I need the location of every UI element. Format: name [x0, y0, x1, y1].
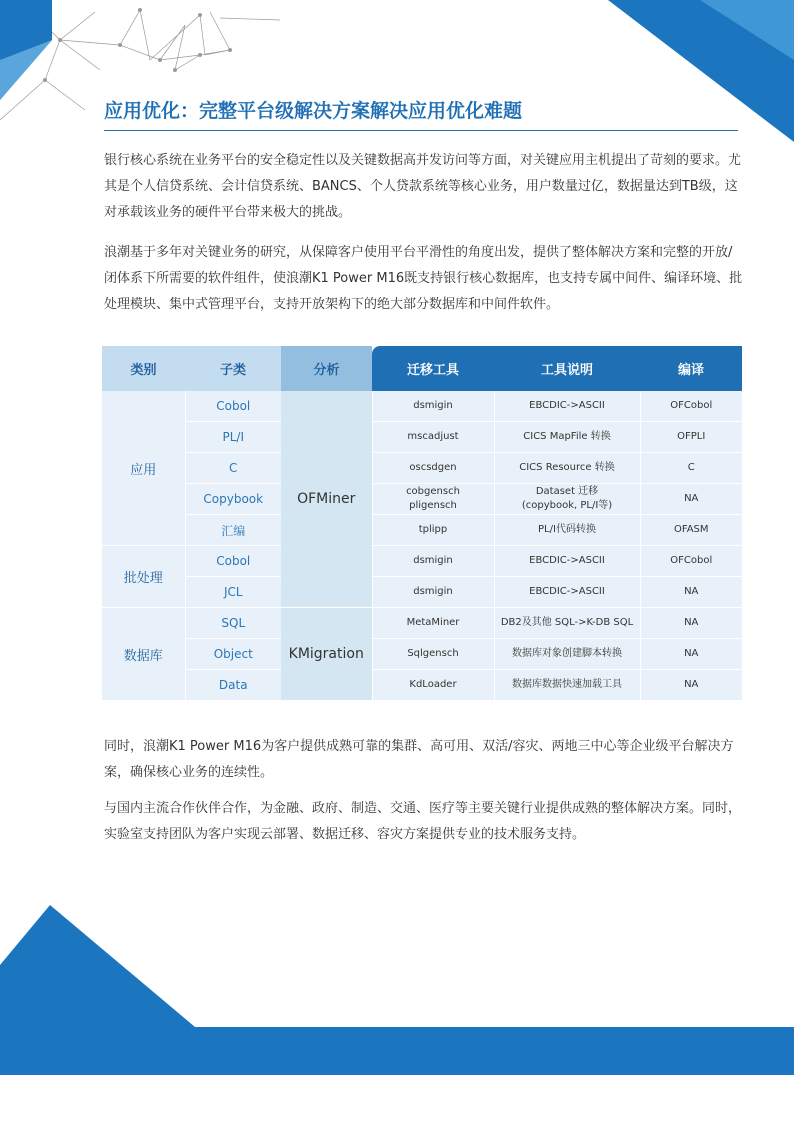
subcategory-cell: Cobol — [185, 391, 281, 422]
category-cell: 应用 — [102, 391, 185, 546]
compile-cell: NA — [640, 608, 742, 639]
table-row — [102, 515, 742, 546]
tool-cell: dsmigin — [372, 391, 494, 422]
header-tool-description: 工具说明 — [494, 346, 640, 391]
description-cell: CICS Resource 转换 — [494, 453, 640, 484]
title-underline — [104, 130, 738, 131]
outro-paragraph-2: 与国内主流合作伙伴合作，为金融、政府、制造、交通、医疗等主要关键行业提供成熟的整体解决方案。同时，实验室支持团队为客户实现云部署、数据迁移、容灾方案提供专业的技术服务支持。 — [104, 801, 742, 842]
table-row — [102, 608, 742, 639]
corner-triangle-bottom-left — [0, 905, 195, 1027]
category-cell: 数据库 — [102, 608, 185, 701]
outro-paragraph-1: 同时，浪潮K1 Power M16为客户提供成熟可靠的集群、高可用、双活/容灾、两地三中心等企业级平台解决方案，确保核心业务的连续性。 — [104, 739, 734, 780]
compile-cell: OFASM — [640, 515, 742, 546]
compile-cell: NA — [640, 639, 742, 670]
description-cell: PL/I代码转换 — [494, 515, 640, 546]
description-cell: DB2及其他 SQL->K-DB SQL — [494, 608, 640, 639]
header-analysis: 分析 — [281, 346, 372, 391]
page-title: 应用优化：完整平台级解决方案解决应用优化难题 — [104, 100, 523, 122]
tool-cell — [372, 484, 494, 515]
subcategory-cell: JCL — [185, 577, 281, 608]
header-compile: 编译 — [640, 346, 742, 391]
tool-line-2: pligensch — [409, 500, 457, 511]
description-cell: EBCDIC->ASCII — [494, 391, 640, 422]
analysis-cell: KMigration — [281, 608, 372, 701]
subcategory-cell: SQL — [185, 608, 281, 639]
description-cell: 数据库对象创建脚本转换 — [494, 639, 640, 670]
subcategory-cell: PL/I — [185, 422, 281, 453]
header-subcategory: 子类 — [185, 346, 281, 391]
table-row — [102, 484, 742, 515]
compile-cell: OFCobol — [640, 546, 742, 577]
tool-cell: MetaMiner — [372, 608, 494, 639]
subcategory-cell: Copybook — [185, 484, 281, 515]
tool-cell: mscadjust — [372, 422, 494, 453]
subcategory-cell: Object — [185, 639, 281, 670]
table-row — [102, 639, 742, 670]
table-header-row — [102, 346, 742, 391]
tool-cell: dsmigin — [372, 577, 494, 608]
subcategory-cell: Data — [185, 670, 281, 701]
tool-cell: tplipp — [372, 515, 494, 546]
compile-cell: C — [640, 453, 742, 484]
compile-cell: OFPLI — [640, 422, 742, 453]
description-line-2: (copybook, PL/I等) — [521, 500, 613, 511]
description-cell: CICS MapFile 转换 — [494, 422, 640, 453]
subcategory-cell: Cobol — [185, 546, 281, 577]
subcategory-cell: C — [185, 453, 281, 484]
table-row — [102, 670, 742, 701]
description-cell: EBCDIC->ASCII — [494, 577, 640, 608]
description-cell: EBCDIC->ASCII — [494, 546, 640, 577]
migration-tools-table — [102, 346, 742, 701]
tool-cell: KdLoader — [372, 670, 494, 701]
header-category: 类别 — [102, 346, 185, 391]
table-row — [102, 546, 742, 577]
category-cell: 批处理 — [102, 546, 185, 608]
description-cell: 数据库数据快速加载工具 — [494, 670, 640, 701]
table-row — [102, 422, 742, 453]
header-migration-tool: 迁移工具 — [372, 346, 494, 391]
description-cell — [494, 484, 640, 515]
tool-line-1: cobgensch — [406, 486, 460, 497]
subcategory-cell: 汇编 — [185, 515, 281, 546]
footer-bar — [0, 1027, 794, 1075]
tool-cell: dsmigin — [372, 546, 494, 577]
compile-cell: NA — [640, 577, 742, 608]
table-row — [102, 577, 742, 608]
tool-cell: Sqlgensch — [372, 639, 494, 670]
tool-cell: oscsdgen — [372, 453, 494, 484]
intro-paragraph-2: 浪潮基于多年对关键业务的研究，从保障客户使用平台平滑性的角度出发，提供了整体解决方案和完整的开放/闭体系下所需要的软件组件，使浪潮K1 Power M16既支持银行核心数据库，也支持专属中间件、编译环境、批处理模块、集中式管理平台，支持开放架构下的绝大部分数据库和中间件软件。 — [104, 245, 743, 312]
description-line-1: Dataset 迁移 — [535, 486, 599, 497]
compile-cell: NA — [640, 484, 742, 515]
intro-paragraph-1: 银行核心系统在业务平台的安全稳定性以及关键数据高并发访问等方面，对关键应用主机提出了苛刻的要求。尤其是个人信贷系统、会计信贷系统、BANCS、个人贷款系统等核心业务，用户数量过亿，数据量达到TB级，这对承载该业务的硬件平台带来极大的挑战。 — [104, 153, 742, 220]
table-row — [102, 391, 742, 422]
table-row — [102, 453, 742, 484]
compile-cell: OFCobol — [640, 391, 742, 422]
compile-cell: NA — [640, 670, 742, 701]
analysis-cell: OFMiner — [281, 391, 372, 608]
